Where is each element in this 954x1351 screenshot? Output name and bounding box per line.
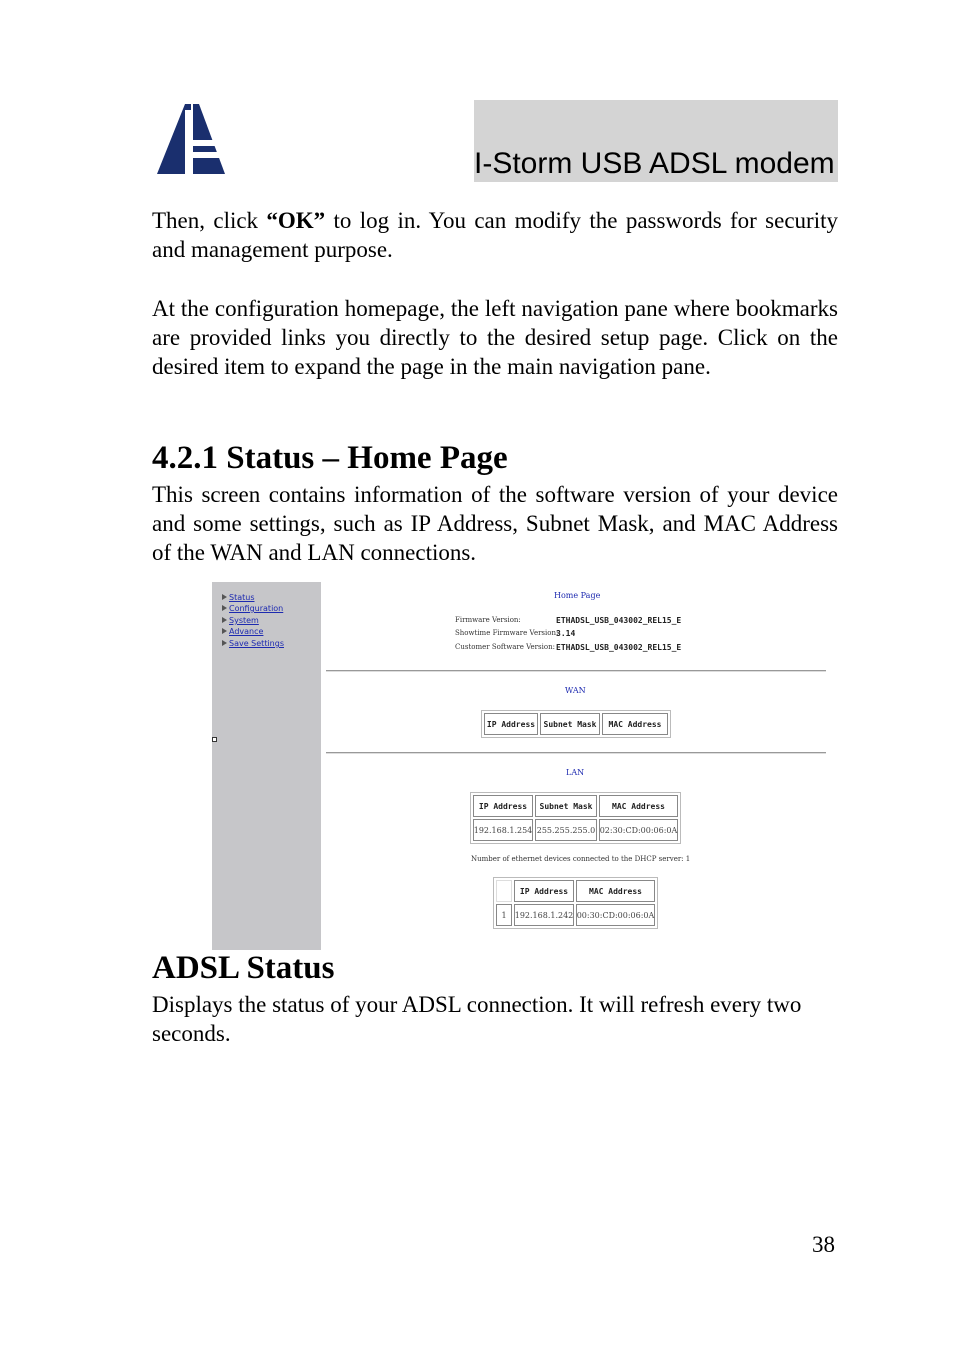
paragraph-login [152,207,838,265]
paragraph-status-description: This screen contains information of the software version of your device and some settings, such as IP Address, Subnet Mask, and MAC Address of the WAN and LAN connections. [152,482,838,565]
home-page-title: Home Page [554,591,601,600]
divider [326,670,826,672]
lan-header-ip: IP Address [473,795,533,817]
dhcp-header-index [496,880,512,902]
dhcp-count-text: Number of ethernet devices connected to the DHCP server: 1 [471,855,691,863]
section-heading-status: 4.2.1 Status – Home Page [152,440,508,476]
nav-link-advance[interactable] [222,627,263,636]
nav-link-label: System [229,616,259,625]
wan-header-subnet: Subnet Mask [540,713,600,735]
arrow-icon [222,628,227,634]
status-home-screenshot [212,582,826,950]
frame-resize-handle[interactable] [212,737,217,742]
page-number: 38 [812,1232,835,1257]
lan-ip-value: 192.168.1.254 [473,819,533,841]
dhcp-row-ip: 192.168.1.242 [514,904,574,926]
customer-label: Customer Software Version: [455,643,555,651]
section-heading-adsl: ADSL Status [152,950,335,986]
nav-link-label: Advance [229,627,264,636]
nav-link-label: Save Settings [229,639,284,648]
ok-emphasis: “OK” [266,208,326,233]
dhcp-row-mac: 00:30:CD:00:06:0A [576,904,655,926]
divider [326,752,826,754]
customer-value: ETHADSL_USB_043002_REL15_E [556,643,682,652]
wan-header-ip: IP Address [484,713,538,735]
arrow-icon [222,594,227,600]
nav-link-save-settings[interactable] [222,639,284,648]
lan-mac-value: 02:30:CD:00:06:0A [599,819,678,841]
arrow-icon [222,617,227,623]
showtime-value: 3.14 [556,629,576,638]
showtime-label: Showtime Firmware Version: [455,629,559,637]
firmware-value: ETHADSL_USB_043002_REL15_E [556,616,682,625]
header-title: I-Storm USB ADSL modem [474,147,835,180]
nav-link-status[interactable] [222,593,255,602]
paragraph-login-suffix: to log in. You can modify the passwords for security and management purpose. [152,208,838,262]
dhcp-header-ip: IP Address [514,880,574,902]
lan-header-mac: MAC Address [599,795,678,817]
firmware-label: Firmware Version: [455,616,521,624]
arrow-icon [222,640,227,646]
wan-title: WAN [565,686,586,695]
lan-subnet-value: 255.255.255.0 [535,819,597,841]
screenshot-sidebar [212,582,321,950]
nav-link-label: Configuration [229,604,284,613]
nav-link-configuration[interactable] [222,604,283,613]
nav-link-system[interactable] [222,616,259,625]
lan-title: LAN [566,768,585,777]
wan-header-mac: MAC Address [602,713,668,735]
lan-header-subnet: Subnet Mask [535,795,597,817]
atlantis-logo-icon [155,100,227,178]
dhcp-header-mac: MAC Address [576,880,655,902]
paragraph-login-prefix: Then, click [152,208,267,233]
paragraph-adsl-description: Displays the status of your ADSL connection. It will refresh every two seconds. [152,992,802,1046]
nav-link-label: Status [229,593,255,602]
dhcp-row-index: 1 [496,904,512,926]
arrow-icon [222,605,227,611]
paragraph-navigation: At the configuration homepage, the left navigation pane where bookmarks are provided links you directly to the desired setup page. Click on the desired item to expand the page in the main navigation pane. [152,296,838,379]
